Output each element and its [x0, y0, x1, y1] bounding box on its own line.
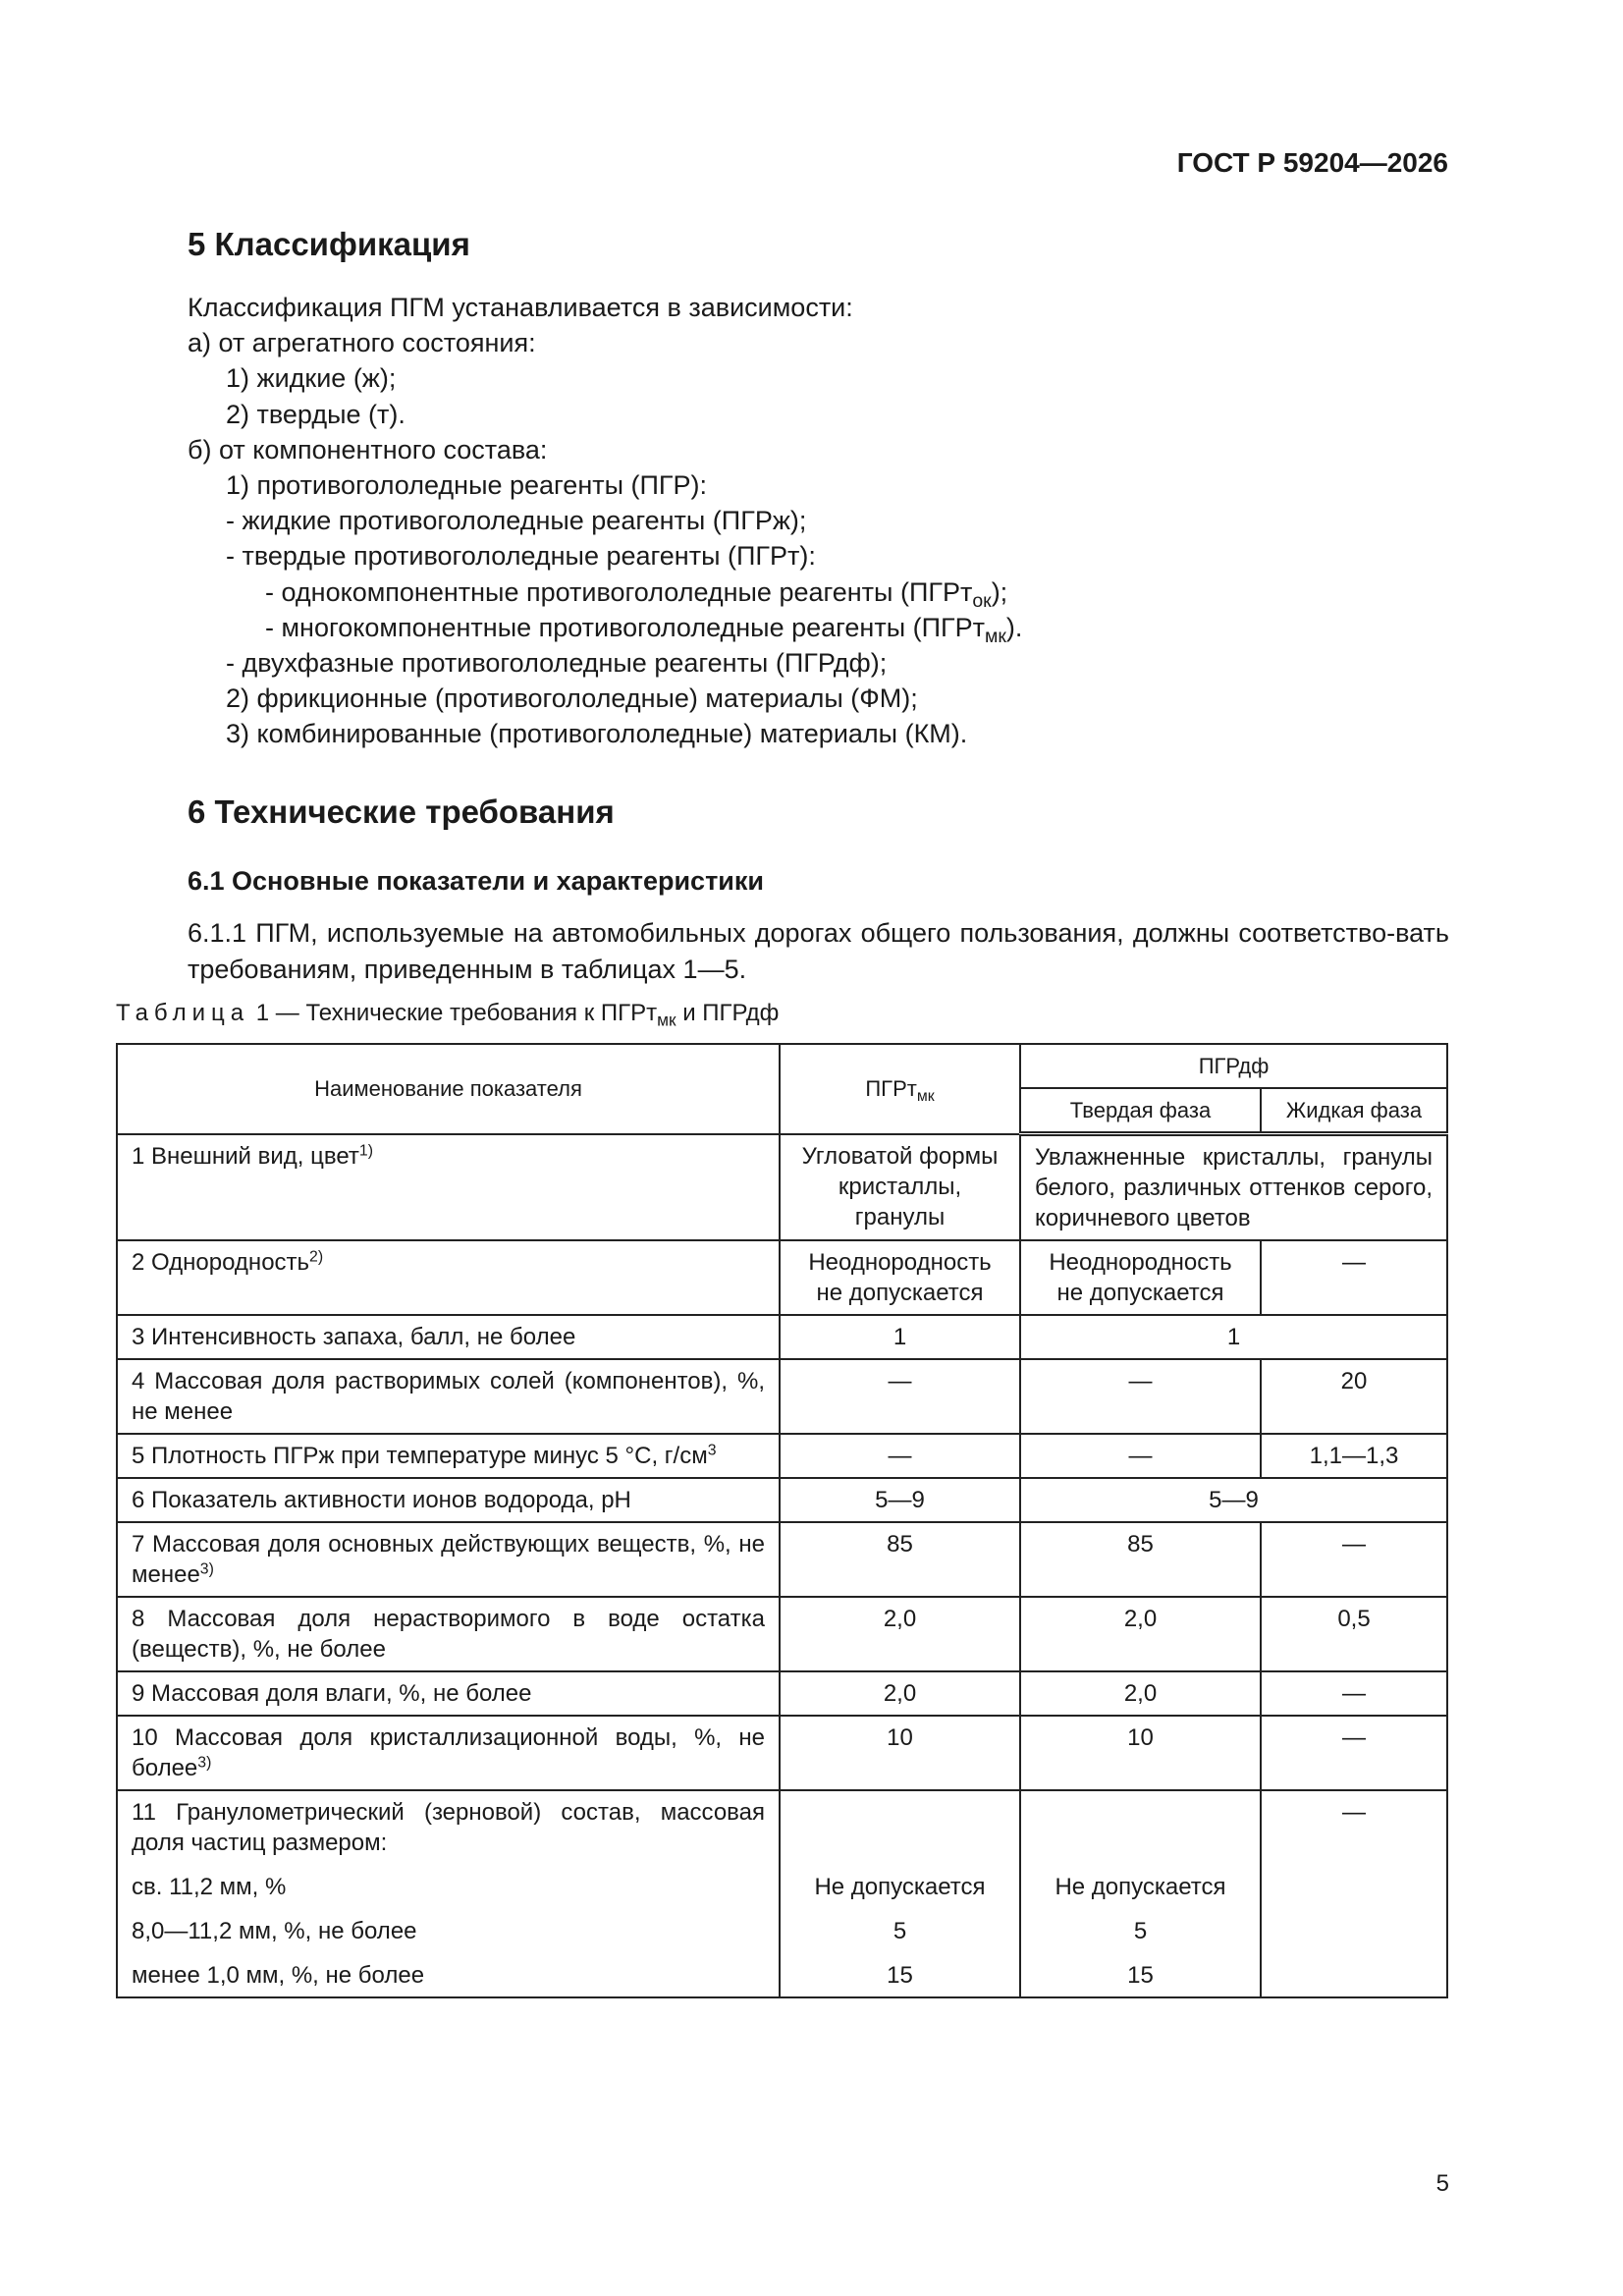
table-caption-after: и ПГРдф	[676, 1000, 780, 1026]
technical-requirements-table	[116, 1043, 1448, 1998]
classification-line: - однокомпонентные противогололедные реагенты (ПГРт$_{ок}$);	[265, 577, 1008, 613]
table-caption-text: 1 — Технические требования к ПГРт	[255, 1000, 658, 1026]
section-6-title: 6 Технические требования	[188, 793, 615, 830]
classification-line: Классификация ПГМ устанавливается в зависимости:	[188, 293, 853, 322]
subsection-6-1-title: 6.1 Основные показатели и характеристики	[188, 866, 764, 896]
section-5-title: 5 Классификация	[188, 226, 470, 262]
table-row: 11 Гранулометрический (зерновой) состав, массовая доля частиц размером: св. 11,2 мм, % 8,0—11,2 мм, %, не более менее 1,0 мм, %, не более Не допускается 5 15 Не допускается 5 15 —	[117, 1790, 1447, 1997]
classification-line: - двухфазные противогололедные реагенты (ПГРдф);	[226, 648, 888, 678]
page-number: 5	[1435, 2170, 1449, 2197]
header-name: Наименование показателя	[117, 1044, 780, 1134]
table-row: 10 Массовая доля кристаллизационной воды, %, не более$^{3)}$ 10 10 —	[117, 1716, 1447, 1790]
classification-line: 2) твердые (т).	[226, 400, 406, 429]
header-liquid-phase: Жидкая фаза	[1261, 1088, 1447, 1134]
table-caption-sub: мк	[657, 1010, 676, 1030]
header-pgrt: ПГРт$_{мк}$	[780, 1044, 1020, 1134]
classification-line: 1) жидкие (ж);	[226, 363, 397, 393]
classification-line: а) от агрегатного состояния:	[188, 328, 536, 357]
table-row: 7 Массовая доля основных действующих веществ, %, не менее$^{3)}$ 85 85 —	[117, 1522, 1447, 1597]
table-row: 6 Показатель активности ионов водорода, pH 5—9 5—9	[117, 1478, 1447, 1522]
table-1-caption	[116, 1000, 780, 1030]
header-solid-phase: Твердая фаза	[1020, 1088, 1261, 1134]
table-row: 2 Однородность$^{2)}$ Неоднородность не допускается Неоднородность не допускается —	[117, 1240, 1447, 1315]
table-row: 4 Массовая доля растворимых солей (компонентов), %, не менее — — 20	[117, 1359, 1447, 1434]
paragraph-6-1-1: 6.1.1 ПГМ, используемые на автомобильных дорогах общего пользования, должны соответство-вать требованиям, приведенным в таблицах 1—5.	[188, 918, 1449, 984]
classification-line: 2) фрикционные (противогололедные) материалы (ФМ);	[226, 683, 918, 713]
table-label: Таблица	[116, 1000, 250, 1026]
table-row: 8 Массовая доля нерастворимого в воде остатка (веществ), %, не более 2,0 2,0 0,5	[117, 1597, 1447, 1671]
classification-line: 3) комбинированные (противогололедные) материалы (КМ).	[226, 719, 968, 748]
header-pgrdf: ПГРдф	[1020, 1044, 1447, 1088]
table-row: 3 Интенсивность запаха, балл, не более 1 1	[117, 1315, 1447, 1359]
classification-line: 1) противогололедные реагенты (ПГР):	[226, 470, 708, 500]
table-row: 1 Внешний вид, цвет$^{1)}$ Угловатой формы кристаллы, гранулы Увлажненные кристаллы, гранулы белого, различных оттенков серого, коричневого цветов	[117, 1134, 1447, 1241]
classification-line: б) от компонентного состава:	[188, 435, 548, 465]
document-code: ГОСТ Р 59204—2026	[1176, 147, 1448, 178]
classification-line: - жидкие противогололедные реагенты (ПГРж);	[226, 506, 807, 535]
table-row: 9 Массовая доля влаги, %, не более 2,0 2,0 —	[117, 1671, 1447, 1716]
classification-line: - твердые противогололедные реагенты (ПГРт):	[226, 541, 816, 571]
classification-line: - многокомпонентные противогололедные реагенты (ПГРт$_{мк}$).	[265, 613, 1023, 648]
table-row: 5 Плотность ПГРж при температуре минус 5 °С, $г/см^3$ — — 1,1—1,3	[117, 1434, 1447, 1478]
